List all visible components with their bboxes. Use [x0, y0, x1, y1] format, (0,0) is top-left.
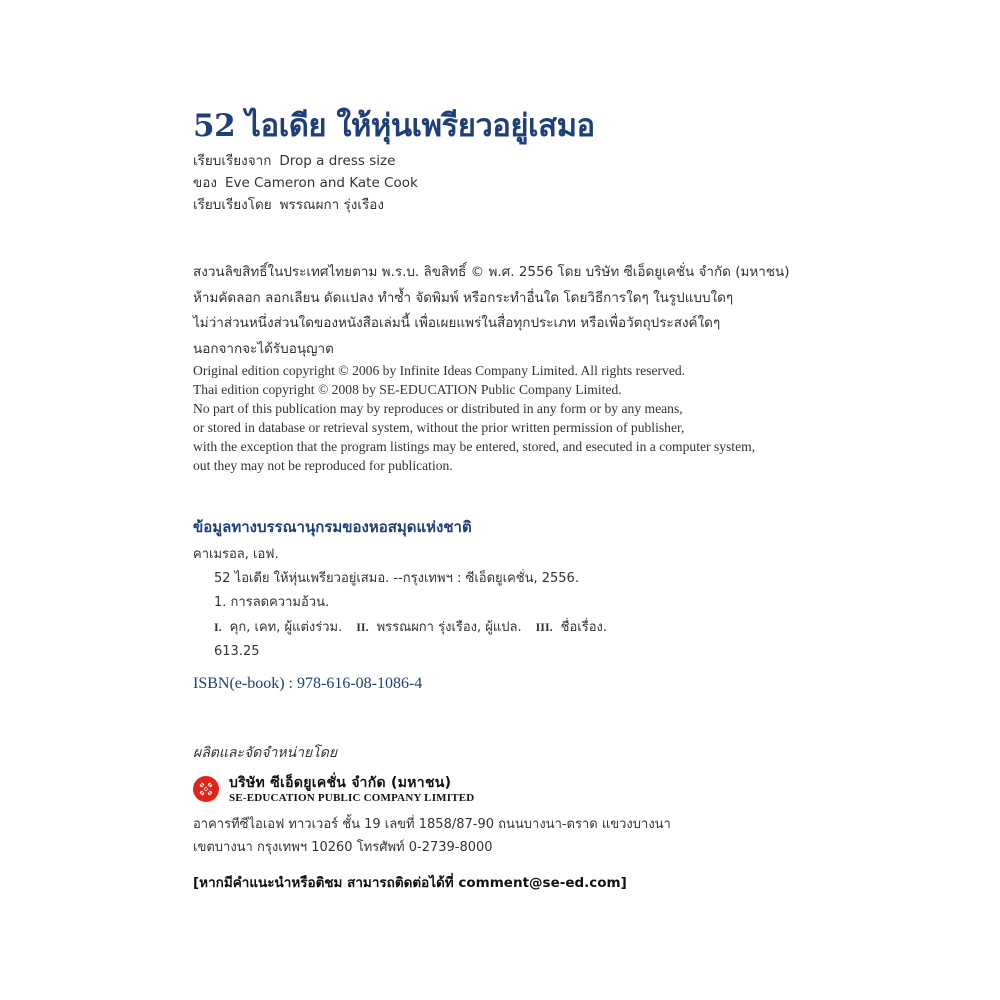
publisher-name-thai: บริษัท ซีเอ็ดยูเคชั่น จำกัด (มหาชน): [229, 775, 452, 791]
credits: [193, 150, 418, 216]
cip-entry-text: ชื่อเรื่อง.: [560, 620, 608, 635]
book-title: 52 ไอเดีย ให้หุ่นเพรียวอยู่เสมอ: [193, 108, 595, 144]
rights-english-line: Thai edition copyright © 2008 by SE-EDUCATION Public Company Limited.: [193, 382, 622, 397]
cip-entry-numeral: III.: [535, 620, 553, 634]
address-line: เขตบางนา กรุงเทพฯ 10260 โทรศัพท์ 0-2739-8000: [193, 840, 493, 855]
producer-label: ผลิตและจัดจำหน่ายโดย: [193, 745, 338, 761]
cip-heading: ข้อมูลทางบรรณานุกรมของหอสมุดแห่งชาติ: [193, 518, 472, 536]
cip-block: [193, 543, 607, 664]
isbn: ISBN(e-book) : 978-616-08-1086-4: [193, 675, 423, 692]
rights-thai-line: นอกจากจะได้รับอนุญาต: [193, 340, 334, 357]
cip-entry-text: พรรณผกา รุ่งเรือง, ผู้แปล.: [376, 620, 522, 635]
rights-english-line: with the exception that the program listings may be entered, stored, and esecuted in a computer system,: [193, 439, 756, 454]
cip-entry-numeral: II.: [356, 620, 369, 634]
cip-entry-numeral: I.: [214, 620, 222, 634]
publisher-names: [229, 774, 474, 805]
cip-subject: 1. การลดความอ้วน.: [214, 595, 330, 610]
rights-thai: [193, 260, 790, 362]
cip-entry-text: คุก, เคท, ผู้แต่งร่วม.: [229, 620, 343, 635]
credit-translator: [193, 194, 418, 216]
rights-thai-line: ไม่ว่าส่วนหนึ่งส่วนใดของหนังสือเล่มนี้ เพื่อเผยแพร่ในสื่อทุกประเภท หรือเพื่อวัตถุประสงค์ใดๆ: [193, 315, 721, 331]
rights-english-line: out they may not be reproduced for publication.: [193, 458, 453, 473]
credit-source: [193, 150, 418, 172]
credit-label: เรียบเรียงจาก: [193, 153, 272, 169]
credit-value: Eve Cameron and Kate Cook: [224, 175, 418, 191]
rights-english-line: or stored in database or retrieval system, without the prior written permission of publisher,: [193, 420, 685, 435]
address-line: อาคารทีซีไอเอฟ ทาวเวอร์ ชั้น 19 เลขที่ 1858/87-90 ถนนบางนา-ตราด แขวงบางนา: [193, 817, 671, 832]
publisher-name-english: SE-EDUCATION PUBLIC COMPANY LIMITED: [229, 792, 475, 804]
rights-english-line: No part of this publication may by reproduces or distributed in any form or by any means,: [193, 401, 683, 416]
credit-authors: [193, 172, 418, 194]
rights-thai-line: สงวนลิขสิทธิ์ในประเทศไทยตาม พ.ร.บ. ลิขสิทธิ์ © พ.ศ. 2556 โดย บริษัท ซีเอ็ดยูเคชั่น จำกัด (มหาชน): [193, 264, 790, 280]
cip-title-line: 52 ไอเดีย ให้หุ่นเพรียวอยู่เสมอ. --กรุงเทพฯ : ซีเอ็ดยูเคชั่น, 2556.: [214, 571, 579, 586]
credit-value: Drop a dress size: [279, 153, 396, 169]
credit-value: พรรณผกา รุ่งเรือง: [279, 197, 384, 213]
credit-label: ของ: [193, 175, 217, 191]
publisher-address: [193, 813, 671, 859]
cip-entries: [193, 615, 607, 640]
credit-label: เรียบเรียงโดย: [193, 197, 272, 213]
rights-english: [193, 361, 755, 475]
se-ed-logo-icon: [193, 776, 219, 802]
rights-english-line: Original edition copyright © 2006 by Infinite Ideas Company Limited. All rights reserved.: [193, 363, 686, 378]
cip-classification: 613.25: [214, 644, 260, 659]
contact-note: [หากมีคำแนะนำหรือติชม สามารถติดต่อได้ที่ comment@se-ed.com]: [193, 875, 627, 891]
rights-thai-line: ห้ามคัดลอก ลอกเลียน ดัดแปลง ทำซ้ำ จัดพิมพ์ หรือกระทำอื่นใด โดยวิธีการใดๆ ในรูปแบบใดๆ: [193, 289, 734, 306]
cip-author: คาเมรอล, เอฟ.: [193, 547, 279, 562]
